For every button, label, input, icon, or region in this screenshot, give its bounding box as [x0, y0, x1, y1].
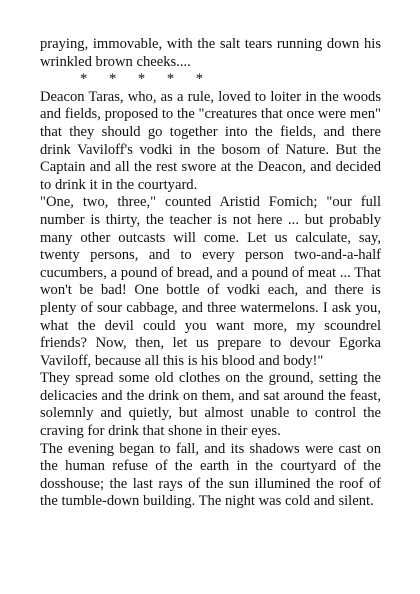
paragraph-praying: praying, immovable, with the salt tears running down his wrinkled brown cheeks.... [40, 36, 381, 70]
paragraph-aristid-fomich: "One, two, three," counted Aristid Fomich; "our full number is thirty, the teacher is not here ... but probably many other outcasts will come. Let us calculate, say, twenty persons, and to every person two-and-a-half cucumbers, a pound of bread, and a pound of meat ... That won't be bad! One bottle of vodki each, and there is plenty of sour cabbage, and three watermelons. I ask you, what the devil could you want more, my scoundrel friends? Now, then, let us prepare to devour Egorka Vaviloff, because all this is his blood and body!" [40, 194, 381, 369]
paragraph-deacon-taras: Deacon Taras, who, as a rule, loved to loiter in the woods and fields, proposed to the "creatures that once were men" that they should go together into the fields, and there drink Vaviloff's vodki in the bosom of Nature. But the Captain and all the rest swore at the Deacon, and decided to drink it in the courtyard. [40, 88, 381, 193]
document-page [40, 36, 381, 511]
paragraph-spread-clothes: They spread some old clothes on the ground, setting the delicacies and the drink on them, and sat around the feast, solemnly and quietly, but almost unable to control the craving for drink that shone in their eyes. [40, 370, 381, 440]
section-break-asterisks: * * * * * [80, 71, 206, 88]
paragraph-evening: The evening began to fall, and its shadows were cast on the human refuse of the earth in the courtyard of the dosshouse; the last rays of the sun illumined the roof of the tumble-down building. The night was cold and silent. [40, 440, 381, 510]
